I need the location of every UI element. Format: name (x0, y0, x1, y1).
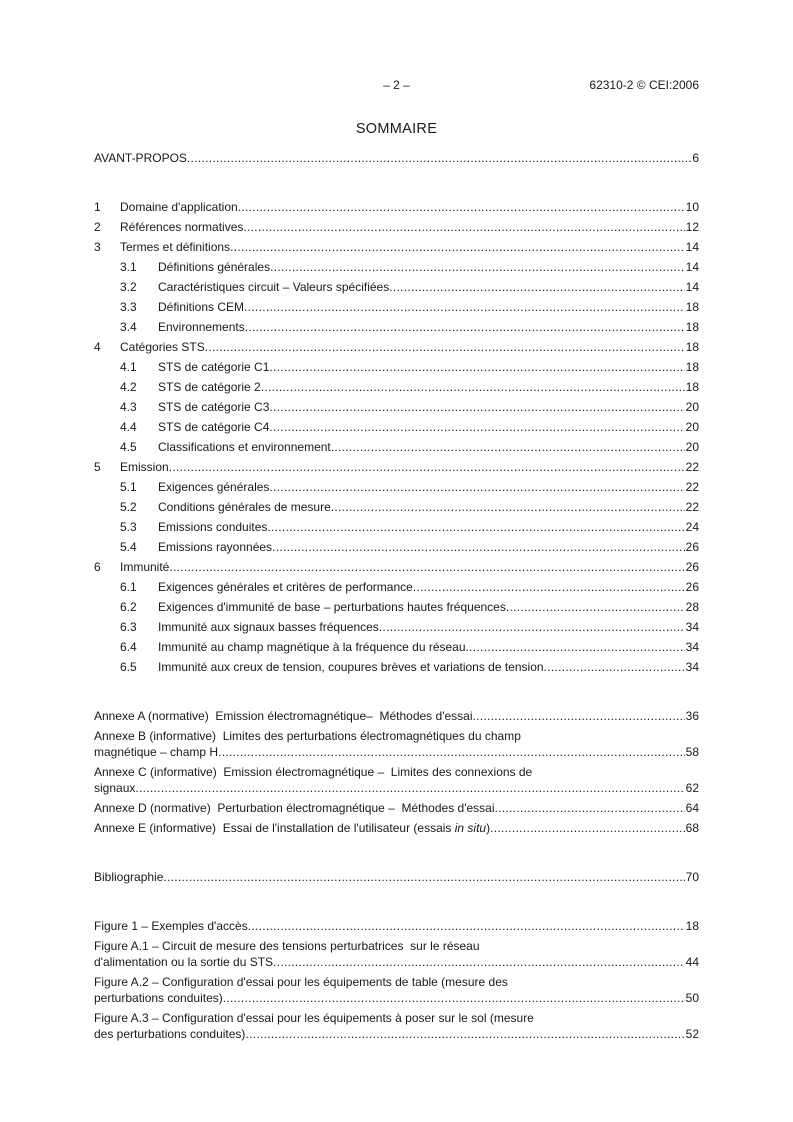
toc-entry-number: 4.3 (120, 400, 137, 414)
dot-leader (169, 459, 685, 475)
toc-entry-number: 6.4 (120, 640, 137, 654)
toc-entry-page: 18 (685, 320, 699, 334)
toc-entry-title: STS de catégorie C4 (158, 420, 270, 434)
toc-entry-title-line: d'alimentation ou la sortie du STS (94, 955, 274, 969)
toc-entry-title: Domaine d'application (120, 200, 238, 214)
toc-section (94, 479, 699, 495)
toc-entry-title-line: Figure A.3 – Configuration d'essai pour les équipements à poser sur le sol (mesure (94, 1011, 534, 1025)
toc-entry-number: 3 (94, 240, 101, 254)
dot-leader (245, 1026, 684, 1042)
toc-figure (94, 918, 699, 934)
toc-entry-page: 12 (685, 220, 699, 234)
dot-leader (544, 659, 685, 675)
toc-entry-last-line (94, 954, 699, 970)
dot-leader (490, 820, 685, 836)
dot-leader (413, 579, 685, 595)
dot-leader (187, 150, 691, 166)
dot-leader (267, 519, 684, 535)
dot-leader (379, 619, 685, 635)
toc-entry-page: 6 (692, 151, 699, 165)
toc-entry-page: 18 (685, 380, 699, 394)
toc-entry-number: 6 (94, 560, 101, 574)
toc-entry-title: Emission (120, 460, 169, 474)
toc-entry-title: Emissions conduites (158, 520, 268, 534)
toc-entry-page: 34 (685, 640, 699, 654)
dot-leader (331, 439, 685, 455)
toc-entry-title: AVANT-PROPOS (94, 151, 187, 165)
toc-entry-title-line: des perturbations conduites) (94, 1027, 246, 1041)
toc-entry-title: Classifications et environnement (158, 440, 331, 454)
dot-leader (272, 539, 685, 555)
toc-entry-title: Catégories STS (120, 340, 205, 354)
toc-entry-page: 18 (685, 919, 699, 933)
toc-entry-title: Exigences générales et critères de performance (158, 580, 413, 594)
toc-entry-title: Exigences d'immunité de base – perturbations hautes fréquences (158, 600, 506, 614)
dot-leader (135, 780, 684, 796)
toc-section (94, 419, 699, 435)
toc-entry-number: 4.4 (120, 420, 137, 434)
toc-entry-number: 1 (94, 200, 101, 214)
toc-entry-page: 20 (685, 440, 699, 454)
toc-entry-title: Références normatives (120, 220, 244, 234)
toc-figure (94, 938, 699, 970)
toc-entry-title-line: Annexe B (informative) Limites des perturbations électromagnétiques du champ (94, 729, 521, 743)
toc-section (94, 359, 699, 375)
dot-leader (248, 918, 685, 934)
toc-annex (94, 800, 699, 816)
toc-entry-number: 5.3 (120, 520, 137, 534)
toc-entry-number: 6.5 (120, 660, 137, 674)
dot-leader (205, 339, 685, 355)
dot-leader (245, 319, 685, 335)
toc-section (94, 279, 699, 295)
toc-entry-page: 26 (685, 580, 699, 594)
toc-section (94, 539, 699, 555)
toc-entry-number: 5.2 (120, 500, 137, 514)
toc-section (94, 199, 699, 215)
dot-leader (466, 639, 685, 655)
toc-entry-page: 18 (685, 360, 699, 374)
toc-entry-title: Immunité aux creux de tension, coupures brèves et variations de tension (158, 660, 544, 674)
toc-entry-last-line (94, 708, 699, 724)
toc-entry-title-line: Figure A.1 – Circuit de mesure des tensions perturbatrices sur le réseau (94, 939, 480, 953)
toc-section (94, 459, 699, 475)
toc-entry-page: 64 (685, 801, 699, 815)
toc-entry-number: 2 (94, 220, 101, 234)
toc-entry-number: 3.1 (120, 260, 137, 274)
toc-entry-title-line: Annexe C (informative) Emission électromagnétique – Limites des connexions de (94, 765, 533, 779)
toc-entry-page: 28 (685, 600, 699, 614)
toc-entry-number: 4 (94, 340, 101, 354)
dot-leader (169, 559, 684, 575)
toc-entry-page: 20 (685, 420, 699, 434)
dot-leader (473, 708, 685, 724)
toc-entry-last-line (94, 869, 699, 885)
toc-figure (94, 1010, 699, 1042)
toc-section (94, 619, 699, 635)
toc-entry-last-line (94, 800, 699, 816)
toc-entry-title: Exigences générales (158, 480, 270, 494)
toc-entry-title-line: perturbations conduites) (94, 991, 223, 1005)
toc-entry-page: 34 (685, 620, 699, 634)
toc-annex (94, 764, 699, 796)
toc-entry-title: Annexe A (normative) Emission électromagnétique– Méthodes d'essai (94, 709, 473, 723)
dot-leader (163, 869, 684, 885)
toc-entry-title: Annexe E (informative) Essai de l'installation de l'utilisateur (essais in situ) (94, 821, 491, 835)
toc-entry-page: 44 (685, 955, 699, 969)
toc-entry-number: 4.5 (120, 440, 137, 454)
toc-entry-page: 14 (685, 280, 699, 294)
dot-leader (269, 419, 684, 435)
toc-section (94, 499, 699, 515)
page-header (94, 78, 699, 94)
dot-leader (269, 399, 684, 415)
toc-section (94, 399, 699, 415)
toc-section (94, 259, 699, 275)
toc-entry-page: 22 (685, 500, 699, 514)
dot-leader (243, 219, 684, 235)
toc-entry-page: 22 (685, 480, 699, 494)
toc-entry-page: 20 (685, 400, 699, 414)
table-of-contents (94, 150, 699, 1042)
toc-entry-last-line (94, 918, 699, 934)
dot-leader (269, 479, 684, 495)
toc-entry-title-line: signaux (94, 781, 136, 795)
toc-entry-number: 3.3 (120, 300, 137, 314)
toc-annex (94, 708, 699, 724)
toc-entry-title: Bibliographie (94, 870, 164, 884)
dot-leader (261, 379, 685, 395)
toc-section (94, 579, 699, 595)
toc-entry-number: 3.2 (120, 280, 137, 294)
toc-section (94, 599, 699, 615)
toc-annex (94, 820, 699, 836)
toc-entry-title: Immunité (120, 560, 170, 574)
toc-entry-last-line (94, 820, 699, 836)
toc-section (94, 219, 699, 235)
toc-entry-title: Immunité au champ magnétique à la fréquence du réseau (158, 640, 466, 654)
toc-entry-last-line (94, 990, 699, 1006)
toc-bibliography (94, 869, 699, 885)
dot-leader (269, 359, 684, 375)
toc-entry-number: 5.1 (120, 480, 137, 494)
dot-leader (270, 259, 685, 275)
toc-section (94, 379, 699, 395)
toc-section (94, 519, 699, 535)
toc-annex (94, 728, 699, 760)
toc-entry-number: 6.2 (120, 600, 137, 614)
toc-entry-number: 5 (94, 460, 101, 474)
toc-entry-page: 18 (685, 340, 699, 354)
toc-entry-number: 4.1 (120, 360, 137, 374)
toc-section (94, 339, 699, 355)
toc-section (94, 239, 699, 255)
toc-entry-last-line (94, 780, 699, 796)
page-number: – 2 – (383, 78, 410, 92)
document-reference: 62310-2 © CEI:2006 (589, 78, 699, 92)
dot-leader (223, 990, 685, 1006)
toc-entry-title: Définitions générales (158, 260, 271, 274)
toc-section (94, 299, 699, 315)
toc-entry-title: STS de catégorie C3 (158, 400, 270, 414)
page-title: SOMMAIRE (355, 121, 438, 137)
toc-entry-title-line: magnétique – champ H (94, 745, 219, 759)
toc-entry-page: 10 (685, 200, 699, 214)
toc-entry-number: 4.2 (120, 380, 137, 394)
toc-entry-page: 36 (685, 709, 699, 723)
toc-entry-number: 5.4 (120, 540, 137, 554)
toc-entry-page: 68 (685, 821, 699, 835)
toc-entry-page: 52 (685, 1027, 699, 1041)
toc-entry-page: 14 (685, 240, 699, 254)
toc-section (94, 659, 699, 675)
dot-leader (218, 744, 685, 760)
toc-entry-page: 22 (685, 460, 699, 474)
toc-entry-page: 26 (685, 540, 699, 554)
toc-section (94, 559, 699, 575)
dot-leader (506, 599, 685, 615)
toc-entry-number: 6.3 (120, 620, 137, 634)
dot-leader (389, 279, 684, 295)
dot-leader (230, 239, 685, 255)
toc-entry-page: 58 (685, 745, 699, 759)
toc-entry-page: 24 (685, 520, 699, 534)
toc-entry-number: 3.4 (120, 320, 137, 334)
toc-entry-page: 50 (685, 991, 699, 1005)
toc-entry-page: 70 (685, 870, 699, 884)
toc-entry-last-line (94, 744, 699, 760)
toc-section (94, 639, 699, 655)
toc-figure (94, 974, 699, 1006)
toc-entry-title: STS de catégorie 2 (158, 380, 261, 394)
dot-leader (273, 954, 685, 970)
italic-term: in situ (454, 821, 487, 835)
toc-entry-title: Définitions CEM (158, 300, 245, 314)
toc-entry-page: 62 (685, 781, 699, 795)
dot-leader (495, 800, 685, 816)
toc-section (94, 439, 699, 455)
toc-entry-title: Immunité aux signaux basses fréquences (158, 620, 379, 634)
toc-entry-title: Caractéristiques circuit – Valeurs spécifiées (158, 280, 390, 294)
toc-entry-title: Conditions générales de mesure (158, 500, 331, 514)
toc-entry-page: 18 (685, 300, 699, 314)
dot-leader (331, 499, 685, 515)
dot-leader (244, 299, 685, 315)
toc-section (94, 319, 699, 335)
toc-entry-page: 34 (685, 660, 699, 674)
toc-entry-title: Termes et définitions (120, 240, 231, 254)
toc-entry-title-line: Figure A.2 – Configuration d'essai pour les équipements de table (mesure des (94, 975, 508, 989)
toc-entry-page: 14 (685, 260, 699, 274)
toc-entry-title: Emissions rayonnées (158, 540, 273, 554)
toc-entry-title: Annexe D (normative) Perturbation électromagnétique – Méthodes d'essai (94, 801, 495, 815)
toc-entry-last-line (94, 1026, 699, 1042)
toc-entry-title: Figure 1 – Exemples d'accès (94, 919, 248, 933)
toc-entry-page: 26 (685, 560, 699, 574)
toc-entry-title: Environnements (158, 320, 245, 334)
toc-entry-number: 6.1 (120, 580, 137, 594)
toc-foreword (94, 150, 699, 166)
dot-leader (238, 199, 685, 215)
toc-entry-title: STS de catégorie C1 (158, 360, 270, 374)
